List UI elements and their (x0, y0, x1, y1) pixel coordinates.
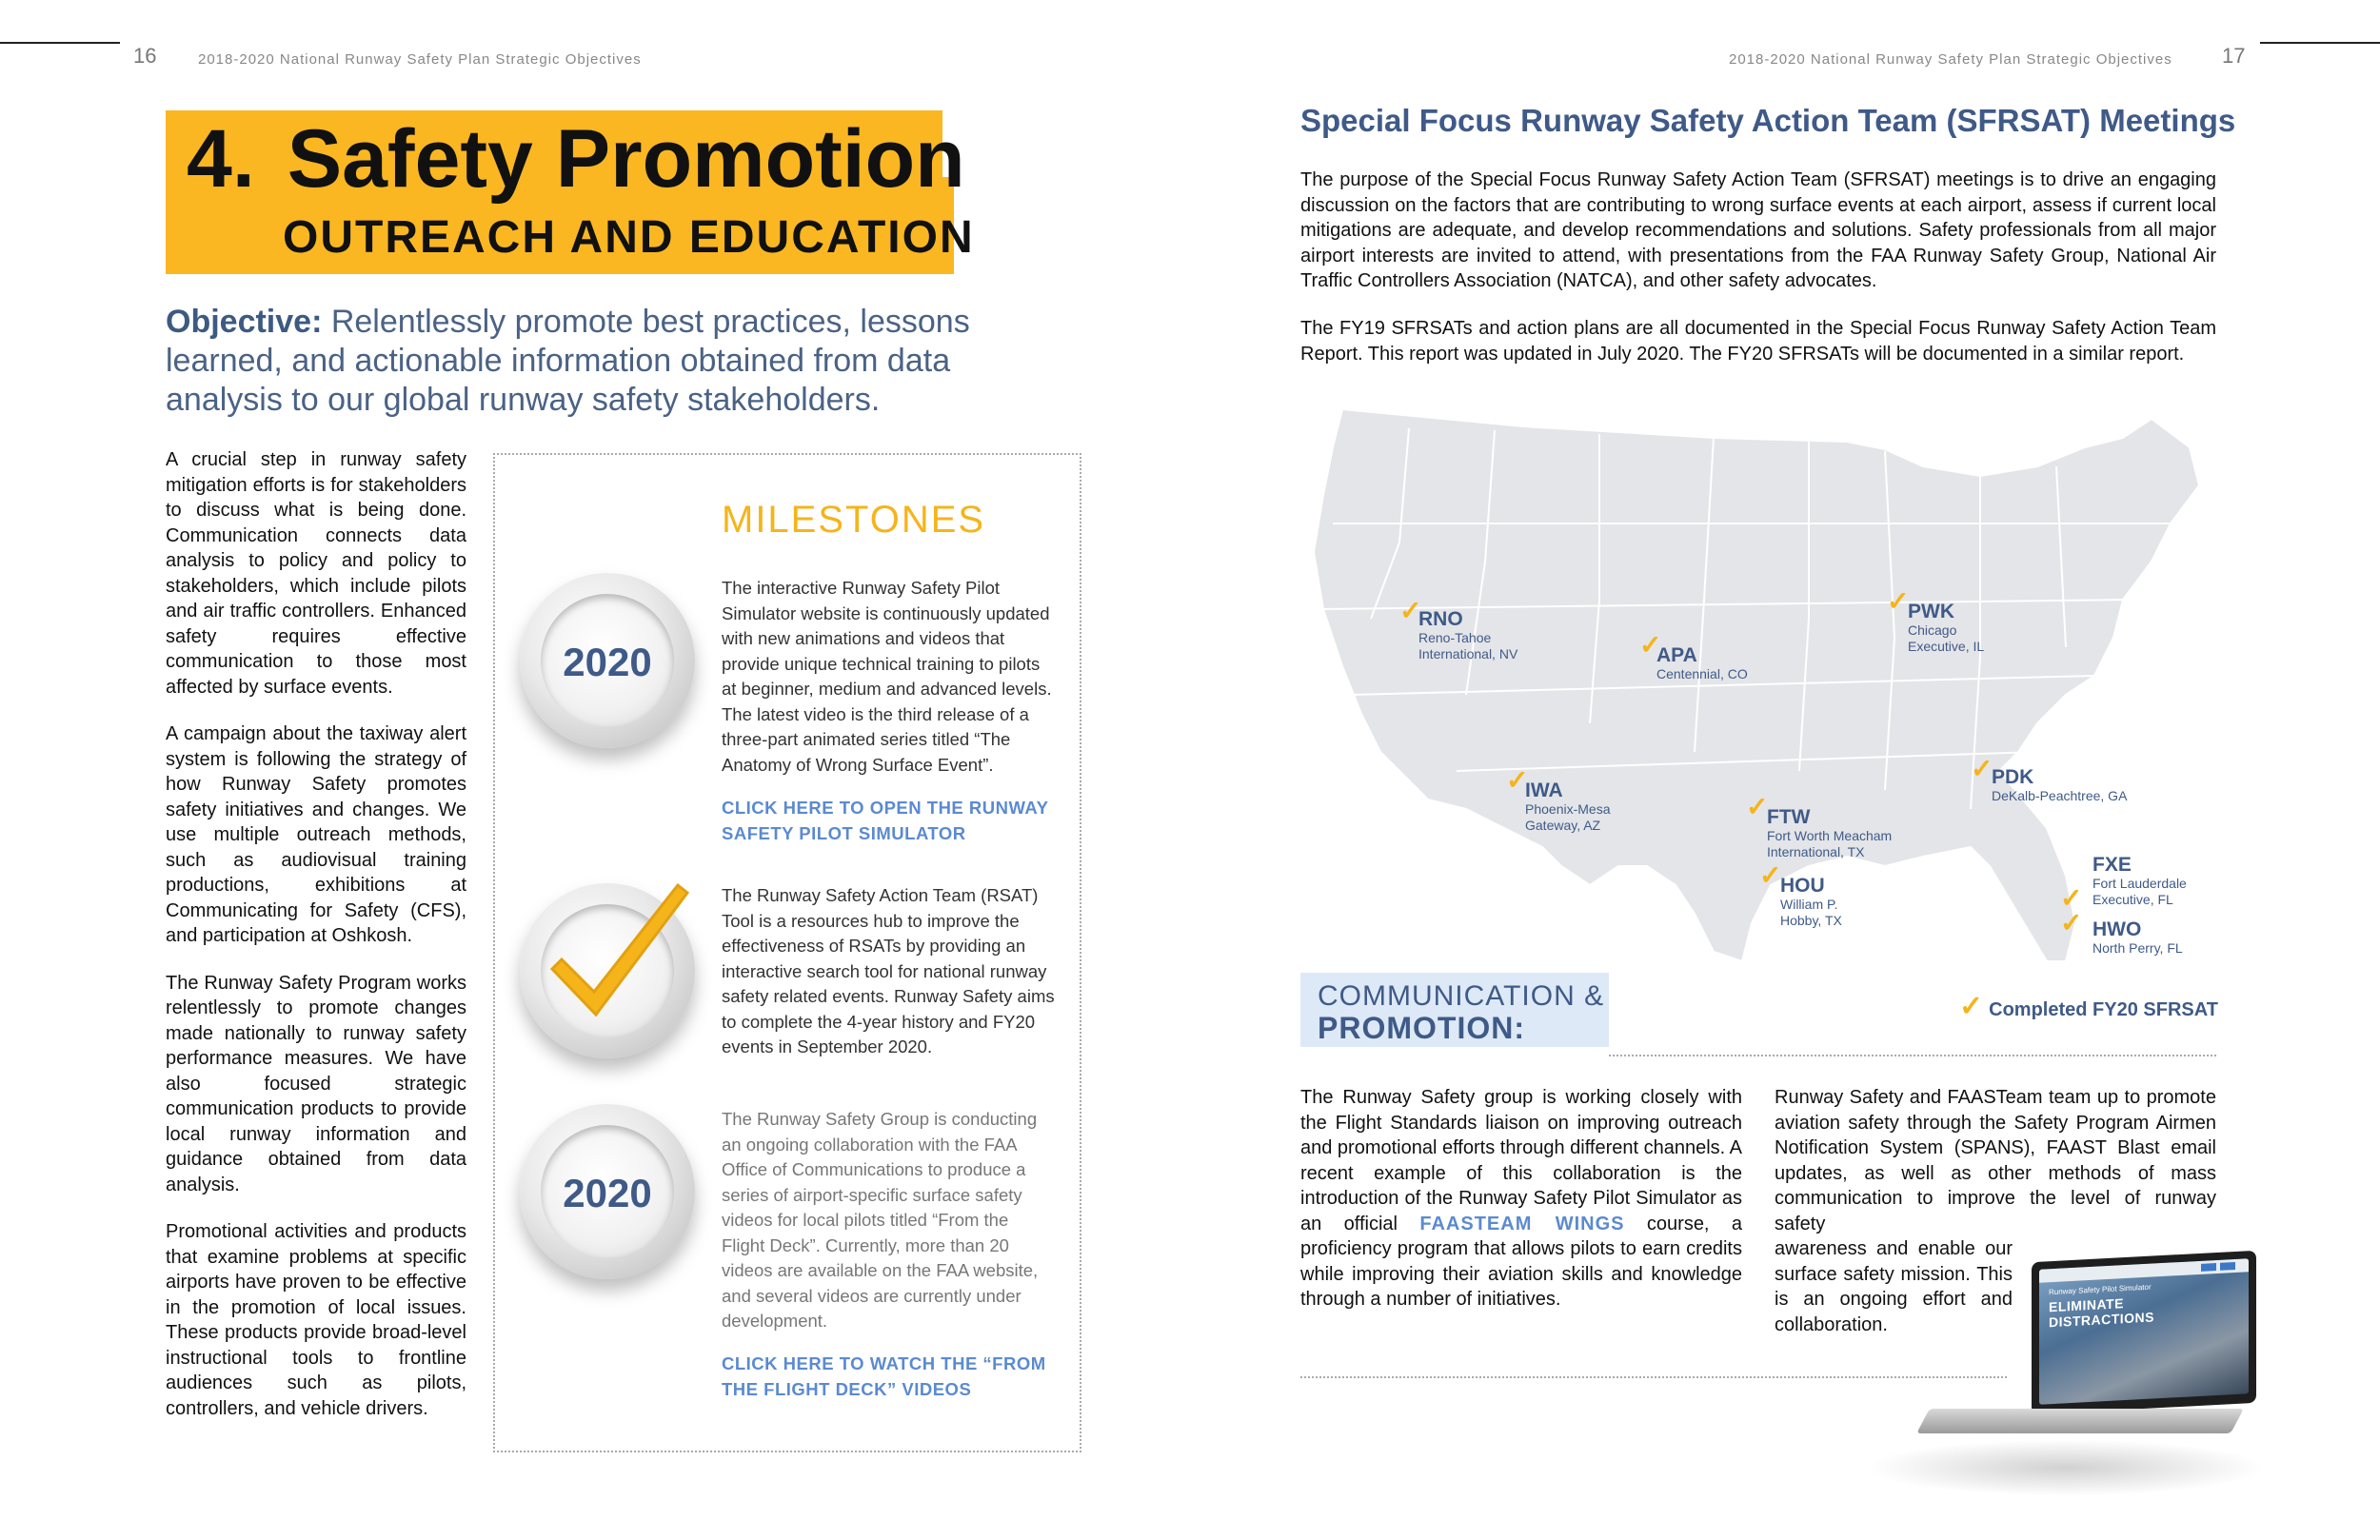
laptop-screen-title: ELIMINATE DISTRACTIONS (2049, 1295, 2154, 1331)
open-simulator-link[interactable]: CLICK HERE TO OPEN THE RUNWAY SAFETY PILOT SIMULATOR (722, 798, 1049, 843)
checkmark-disc-icon (520, 883, 695, 1058)
airport-label-iwa (1525, 780, 1611, 834)
airport-code: PDK (1992, 766, 2034, 788)
sfrsat-paragraph: The FY19 SFRSATs and action plans are all documented in the Special Focus Runway Safety Action Team Report. This report was updated in July 2020. The FY20 SFRSATs will be documented in a similar report. (1300, 318, 2216, 365)
airport-name: Gateway, AZ (1525, 818, 1601, 833)
page-number-right: 17 (2222, 44, 2246, 68)
checkmark-icon: ✓ (1399, 596, 1422, 625)
checkmark-icon (535, 866, 706, 1037)
airport-label-hwo (2092, 919, 2183, 957)
year-disc-icon (520, 1104, 695, 1279)
airport-marker-hou (1759, 862, 1781, 889)
airport-label-pdk (1992, 767, 2127, 804)
year-disc-icon (520, 573, 695, 748)
checkmark-icon: ✓ (1971, 754, 1993, 783)
section-subtitle: OUTREACH AND EDUCATION (283, 212, 975, 263)
airport-label-rno (1418, 609, 1517, 662)
airport-code: FXE (2092, 854, 2132, 876)
objective-statement (166, 303, 984, 420)
laptop-shadow (1866, 1439, 2266, 1496)
airport-code: RNO (1418, 608, 1463, 630)
airport-label-hou (1780, 876, 1842, 929)
checkmark-icon: ✓ (1959, 991, 1984, 1022)
airport-marker-pdk (1971, 756, 1993, 782)
divider (1609, 1055, 2216, 1056)
airport-name: DeKalb-Peachtree, GA (1992, 788, 2128, 803)
laptop-screen-caption: Runway Safety Pilot Simulator (2049, 1282, 2152, 1297)
airport-marker-hwo (2060, 910, 2082, 937)
airport-label-fxe (2092, 855, 2187, 908)
objective-label: Objective: (166, 304, 323, 340)
milestones-title: MILESTONES (722, 499, 986, 541)
communication-column-2-continued: awareness and enable our surface safety mission. This is an ongoing effort and collaboration. (1775, 1238, 2013, 1335)
communication-column-2: Runway Safety and FAASTeam team up to promote aviation safety through the Safety Program Airmen Notification System (SPANS), FAAST Blast email updates, as well as other methods of mass communication to improve the level of runway safety (1775, 1087, 2216, 1234)
checkmark-icon: ✓ (1639, 630, 1662, 660)
checkmark-icon: ✓ (2060, 883, 2083, 913)
body-paragraph: The Runway Safety Program works relentlessly to promote changes made nationally to runway safety performance measures. We have also focused strategic communication products to provide local runway information and guidance obtained from data analysis. (166, 972, 466, 1195)
section-title-text: Safety Promotion (287, 113, 965, 205)
airport-code: FTW (1767, 806, 1811, 828)
map-legend (1959, 990, 2218, 1023)
laptop-screen-nav-button (2220, 1262, 2235, 1271)
airport-name: Fort Worth Meacham (1767, 828, 1893, 843)
airport-name: Executive, IL (1908, 639, 1985, 654)
milestone-text: The Runway Safety Group is conducting an ongoing collaboration with the FAA Office of Communications to produce a series of airport-specific surface safety videos for local pilots titled “From the Flight Deck”. Currently, more than 20 videos are available on the FAA website, and several videos are currently under development. (722, 1109, 1039, 1331)
airport-marker-ftw (1746, 794, 1768, 820)
airport-code: HOU (1780, 875, 1825, 897)
communication-label: COMMUNICATION & (1318, 980, 1605, 1012)
milestone-text: The Runway Safety Action Team (RSAT) Tool is a resources hub to improve the effectiveness of RSATs by providing an interactive search tool for national runway safety related events. Runway Safety aims to complete the 4-year history and FY20 events in September 2020. (722, 885, 1055, 1056)
divider (1300, 1376, 2007, 1378)
airport-marker-pwk (1887, 588, 1909, 615)
airport-name: Phoenix-Mesa (1525, 801, 1611, 817)
laptop-screen-content (2039, 1258, 2249, 1405)
airport-code: APA (1656, 644, 1697, 666)
airport-code: PWK (1908, 601, 1954, 622)
body-paragraph: A crucial step in runway safety mitigation efforts is for stakeholders to discuss what is being done. Communication connects data analysis to policy and policy to stakeholders, which include pilots and air traffic controllers. Enhanced safety requires effective communication to those most affected by surface events. (166, 449, 466, 698)
airport-name: Chicago (1908, 622, 1957, 638)
airport-name: Executive, FL (2092, 892, 2173, 907)
milestone-badge: 2020 (563, 1171, 652, 1215)
legend-text: Completed FY20 SFRSAT (1989, 999, 2218, 1020)
airport-name: International, NV (1418, 646, 1518, 661)
left-body-text (166, 447, 466, 1443)
communication-text: course, a proficiency program that allows pilots to earn credits while improving their aviation skills and knowledge through a number of initiatives. (1300, 1213, 1742, 1310)
header-rule-left (0, 42, 120, 44)
milestone-badge: 2020 (563, 640, 652, 684)
body-paragraph: A campaign about the taxiway alert system is following the strategy of how Runway Safety promotes safety initiatives and changes. We use multiple outreach methods, such as audiovisual training productions, exhibitions at Communicating for Safety (CFS), and participation at Oshkosh. (166, 723, 466, 946)
checkmark-icon: ✓ (1887, 586, 1910, 616)
running-title-right: 2018-2020 National Runway Safety Plan Strategic Objectives (1729, 51, 2172, 68)
flight-deck-videos-link[interactable]: CLICK HERE TO WATCH THE “FROM THE FLIGHT DECK” VIDEOS (722, 1353, 1046, 1399)
checkmark-icon: ✓ (2060, 908, 2083, 938)
checkmark-icon: ✓ (1506, 765, 1529, 795)
airport-label-pwk (1908, 602, 1984, 655)
airport-label-apa (1656, 645, 1748, 682)
laptop-illustration (2032, 1251, 2256, 1414)
sfrsat-title: Special Focus Runway Safety Action Team (SFRSAT) Meetings (1300, 103, 2236, 138)
airport-name: International, TX (1767, 844, 1865, 859)
airport-name: William P. (1780, 897, 1838, 912)
checkmark-icon: ✓ (1746, 792, 1769, 821)
laptop-screen-nav-button (2201, 1263, 2216, 1272)
section-title (187, 112, 965, 207)
section-number: 4. (187, 113, 255, 205)
promotion-label: PROMOTION: (1318, 1011, 1525, 1045)
airport-name: Reno-Tahoe (1418, 630, 1492, 645)
communication-column-1 (1300, 1085, 1742, 1313)
objective-text: Relentlessly promote best practices, lessons learned, and actionable information obtained from data analysis to our global runway safety stakeholders. (166, 304, 970, 418)
disc-face (541, 594, 674, 727)
header-rule-right (2260, 42, 2380, 44)
airport-code: HWO (2092, 918, 2142, 940)
disc-face (541, 904, 674, 1037)
running-title-left: 2018-2020 National Runway Safety Plan Strategic Objectives (198, 51, 642, 68)
disc-face (541, 1125, 674, 1258)
airport-name: Hobby, TX (1780, 913, 1842, 928)
page-number-left: 16 (133, 44, 157, 68)
laptop-keyboard-base (1916, 1409, 2244, 1433)
airport-code: IWA (1525, 780, 1563, 801)
airport-label-ftw (1767, 807, 1892, 860)
airport-name: Fort Lauderdale (2092, 876, 2187, 891)
laptop-screen-navbar (2039, 1258, 2249, 1283)
airport-name: North Perry, FL (2092, 940, 2183, 956)
communication-text: The Runway Safety group is working closely with the Flight Standards liaison on improving outreach and promotional efforts through different channels. A recent example of this collaboration is the introduction of the Runway Safety Pilot Simulator as an official (1300, 1087, 1743, 1234)
sfrsat-paragraph: The purpose of the Special Focus Runway Safety Action Team (SFRSAT) meetings is to drive an engaging discussion on the factors that are contributing to wrong surface events at each airport, assess if current local mitigations are adequate, and develop recommendations and solutions. Safety professionals from all major airport interests are invited to attend, with presentations from the FAA Runway Safety Group, National Air Traffic Controllers Association (NATCA), and other safety advocates. (1300, 169, 2216, 291)
checkmark-icon: ✓ (1759, 860, 1782, 890)
milestone-text: The interactive Runway Safety Pilot Simulator website is continuously updated with new animations and videos that provide unique technical training to pilots at beginner, medium and advanced levels. The latest video is the third release of a three-part animated series titled “The Anatomy of Wrong Surface Event”. (722, 578, 1052, 775)
body-paragraph: Promotional activities and products that examine problems at specific airports have proven to be effective in the promotion of local issues. These products provide broad-level instructional tools to frontline audiences such as pilots, controllers, and vehicle drivers. (166, 1221, 466, 1419)
faasteam-wings-link[interactable]: FAASTEAM WINGS (1419, 1213, 1625, 1234)
airport-name: Centennial, CO (1656, 666, 1748, 681)
